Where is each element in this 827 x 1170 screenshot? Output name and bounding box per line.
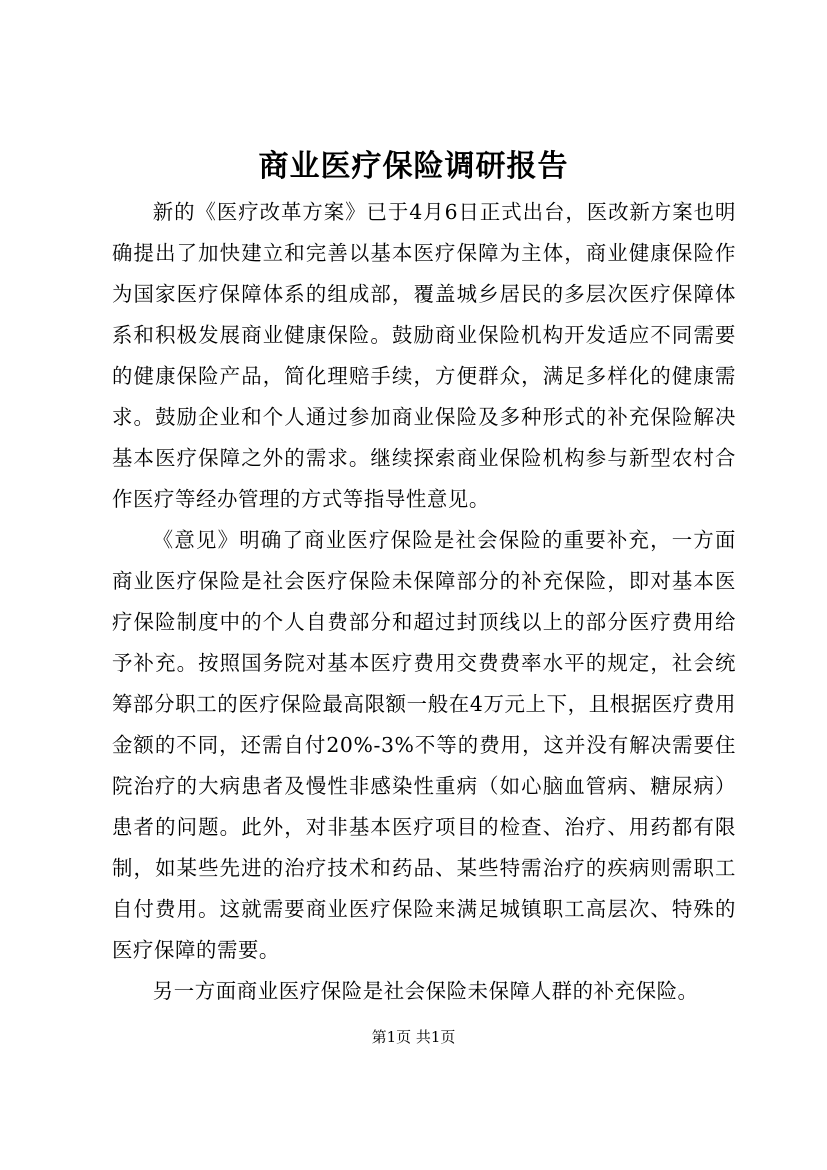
document-body <box>112 192 736 1012</box>
document-title: 商业医疗保险调研报告 <box>258 149 569 184</box>
page-footer: 第1页 共1页 <box>371 1028 456 1046</box>
paragraph-3: 另一方面商业医疗保险是社会保险未保障人群的补充保险。 <box>152 979 699 1003</box>
paragraph-1: 新的《医疗改革方案》已于4月6日正式出台，医改新方案也明确提出了加快建立和完善以基本医疗保障为主体，商业健康保险作为国家医疗保障体系的组成部，覆盖城乡居民的多层次医疗保障体系和积极发展商业健康保险。鼓励商业保险机构开发适应不同需要的健康保险产品，简化理赔手续，方便群众，满足多样化的健康需求。鼓励企业和个人通过参加商业保险及多种形式的补充保险解决基本医疗保障之外的需求。继续探索商业保险机构参与新型农村合作医疗等经办管理的方式等指导性意见。 <box>112 200 736 511</box>
paragraph-2: 《意见》明确了商业医疗保险是社会保险的重要补充，一方面商业医疗保险是社会医疗保险未保障部分的补充保险，即对基本医疗保险制度中的个人自费部分和超过封顶线以上的部分医疗费用给予补充。按照国务院对基本医疗费用交费费率水平的规定，社会统筹部分职工的医疗保险最高限额一般在4万元上下，且根据医疗费用金额的不同，还需自付20%-3%不等的费用，这并没有解决需要住院治疗的大病患者及慢性非感染性重病（如心脑血管病、糖尿病）患者的问题。此外，对非基本医疗项目的检查、治疗、用药都有限制，如某些先进的治疗技术和药品、某些特需治疗的疾病则需职工自付费用。这就需要商业医疗保险来满足城镇职工高层次、特殊的医疗保障的需要。 <box>112 528 736 962</box>
